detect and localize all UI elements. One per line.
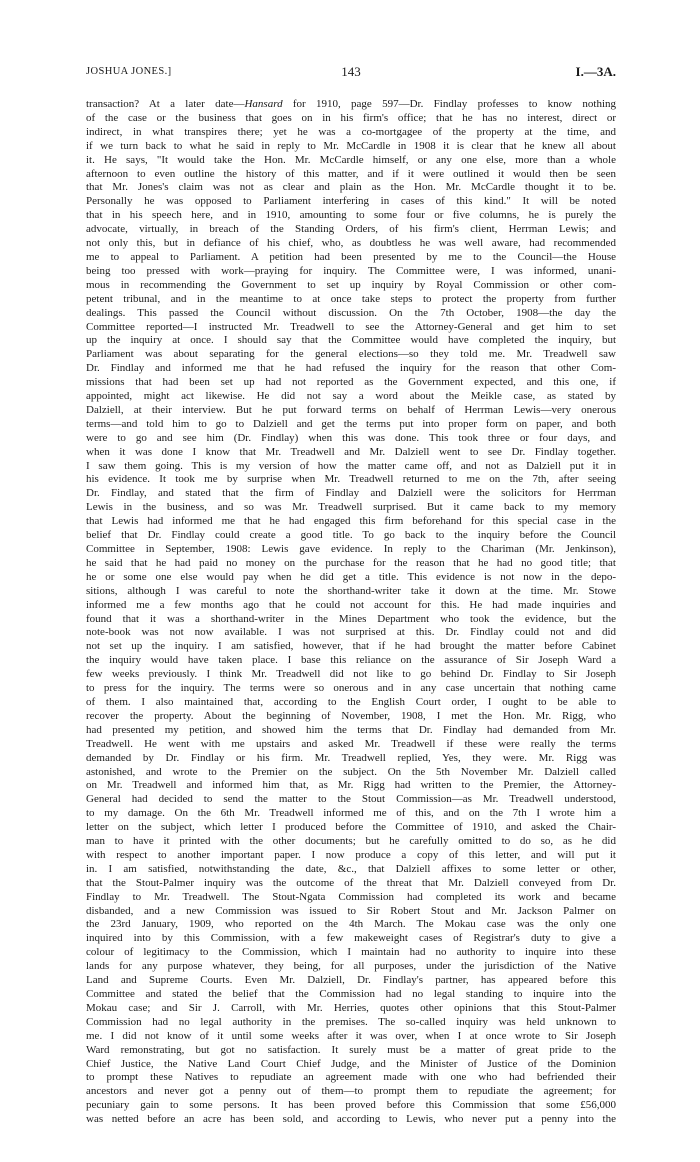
paper-reference: I.—3A. bbox=[575, 64, 616, 79]
text-line: he said that he had paid no money on the purchase for the reason that he had no good title; that bbox=[86, 556, 616, 569]
text-line: Dalziell, at their interview. But he put forward terms on behalf of Herrman Lewis—very onerous bbox=[86, 403, 616, 416]
text-line: on Mr. Treadwell and informed him that, as Mr. Rigg had written to the Premier, the Attorney- bbox=[86, 779, 616, 792]
text-line: I saw them going. This is my version of how the matter came off, and not as Dalziell put it in bbox=[86, 459, 616, 472]
text-line: sitions, although I was careful to note the shorthand-writer take it down at the time. Mr. Stowe bbox=[86, 584, 616, 597]
page-number: 143 bbox=[341, 64, 361, 79]
text-line: that the Stout-Palmer inquiry was the outcome of the threat that Mr. Dalziell conveyed from Dr. bbox=[86, 876, 616, 889]
text-line: demanded by Dr. Findlay or his firm. Mr. Treadwell replied, Yes, they were. Mr. Rigg was bbox=[86, 751, 616, 764]
text-line: ancestors and never got a penny out of them—to prompt them to repudiate the agreement; for bbox=[86, 1085, 616, 1098]
text-line: of the case or the business that goes on in his firm's office; that he has no interest, direct or bbox=[86, 111, 616, 124]
text-line: Land and Supreme Courts. Even Mr. Dalziell, Dr. Findlay's partner, has appeared before this bbox=[86, 974, 616, 987]
text-line: when it was done I know that Mr. Treadwell and Mr. Dalziell went to see Dr. Findlay together. bbox=[86, 445, 616, 458]
text-line: indirect, in what transpires there; yet he was a co-mortgagee of the property at the time, and bbox=[86, 125, 616, 138]
text-line: lands for any purpose whatever, they being, for all purposes, under the jurisdiction of the Native bbox=[86, 960, 616, 973]
text-line: Committee and stated the belief that the Commission had no legal standing to inquire into the bbox=[86, 988, 616, 1000]
text-line: transaction? At a later date—Hansard for 1910, page 597—Dr. Findlay professes to know nothing bbox=[86, 98, 616, 110]
text-line: that Mr. Jones's claim was not as clear and plain as the Hon. Mr. McCardle thought it to be. bbox=[86, 181, 616, 194]
text-line: Ward remonstrating, but got no satisfaction. It surely must be a matter of great pride to the bbox=[86, 1043, 616, 1056]
text-line: colour of legitimacy to the Commission, which I maintain had no authority to inquire into these bbox=[86, 946, 616, 959]
text-line: was netted before an acre has been sold, and according to Lewis, who never put a penny into the bbox=[86, 1113, 616, 1126]
text-line: pecuniary gain to some persons. It has been proved before this Commission that some £56,000 bbox=[86, 1099, 616, 1112]
text-line: of them. I also maintained that, according to the English Court order, I ought to be able to bbox=[86, 695, 616, 708]
text-line: his evidence. It took me by surprise when Mr. Treadwell returned to me on the 7th, after seeing bbox=[86, 473, 616, 486]
text-line: Mokau case; and Sir J. Carroll, with Mr. Herries, quotes other opinions that this Stout-Palmer bbox=[86, 1001, 616, 1014]
text-line: disbanded, and a new Commission was issued to Sir Robert Stout and Mr. Jackson Palmer on bbox=[86, 904, 616, 917]
text-line: not set up the inquiry. I am satisfied, however, that if he had brought the matter before Cabinet bbox=[86, 640, 616, 653]
text-line: dealings. This passed the Council without discussion. On the 7th October, 1908—the day the bbox=[86, 306, 616, 319]
text-line: letter on the subject, which letter I produced before the Committee of 1910, and asked the Chair- bbox=[86, 821, 616, 834]
text-line: afternoon to even outline the history of this matter, and if it were outlined it would then be seen bbox=[86, 167, 616, 180]
text-line: belief that Dr. Findlay could create a good title. To go back to the inquiry before the Council bbox=[86, 529, 616, 542]
text-line: Personally he was opposed to Parliament interfering in cases of this kind." It will be noted bbox=[86, 195, 616, 208]
text-line: in. I am satisfied, notwithstanding the date, &c., that Dalziell affixes to some letter or other, bbox=[86, 862, 616, 875]
hansard-italic: Hansard bbox=[244, 98, 283, 110]
text-line: Commission had no legal authority in the premises. The so-called inquiry was held unknown to bbox=[86, 1015, 616, 1028]
text-line: that in his speech here, and in 1910, amounting to some four or five columns, he is purely the bbox=[86, 209, 616, 222]
text-line: Committee reported—I instructed Mr. Treadwell to see the Attorney-General and get him to set bbox=[86, 320, 616, 333]
text-line: to press for the inquiry. The terms were so onerous and in any case uncertain that nothing came bbox=[86, 682, 616, 695]
text-line: to prompt these Natives to repudiate an agreement made with one who had befriended their bbox=[86, 1071, 616, 1084]
text-line: mous in recommending the Government to set up inquiry by Royal Commission or other com- bbox=[86, 278, 616, 291]
text-line: Treadwell. He went with me upstairs and asked Mr. Treadwell if these were really the terms bbox=[86, 737, 616, 750]
text-line: man to have it printed with the other documents; but he carefully omitted to do so, as he did bbox=[86, 835, 616, 848]
text-line: appointed, might act likewise. He did not say a word about the Meikle case, as stated by bbox=[86, 390, 616, 403]
text-line: not only this, but in defiance of his chief, who, as doubtless he was well aware, had recommended bbox=[86, 237, 616, 250]
text-line: to my damage. On the 6th Mr. Treadwell informed me of this, and on the 7th I wrote him a bbox=[86, 807, 616, 820]
text-line: inquired into by this Commission, with a few makeweight cases of Registrar's duty to give a bbox=[86, 932, 616, 945]
text-line: astonished, and wrote to the Premier on the subject. On the 5th November Mr. Dalziell called bbox=[86, 765, 616, 778]
text-line: Parliament was about separating for the general elections—so they told me. Mr. Treadwell saw bbox=[86, 348, 616, 361]
text-line: if we turn back to what he said in reply to Mr. McCardle in 1908 it is clear that he knew all about bbox=[86, 139, 616, 152]
text-line: Committee in September, 1908: Lewis gave evidence. In reply to the Chariman (Mr. Jenkinson), bbox=[86, 543, 616, 555]
text-line: me to appeal to Parliament. A petition had been presented by me to the Council—the House bbox=[86, 250, 616, 263]
text-line: Lewis in the business, and so was Mr. Treadwell surprised. But it came back to my memory bbox=[86, 501, 616, 514]
text-line: it. He says, "It would take the Hon. Mr. McCardle himself, or any one else, more than a whole bbox=[86, 153, 616, 166]
text-line: found that it was a shorthand-writer in the Mines Department who took the evidence, but the bbox=[86, 612, 616, 625]
text-line: up the inquiry at once. I should say that the Committee would have completed the inquiry, but bbox=[86, 334, 616, 347]
text-line: recover the property. About the beginning of November, 1908, I met the Hon. Mr. Rigg, who bbox=[86, 709, 616, 722]
text-line: were to go and see him (Dr. Findlay) when this was done. This took three or four days, and bbox=[86, 431, 616, 444]
text-line: Dr. Findlay and informed me that he had refused the inquiry for the reason that other Com- bbox=[86, 362, 616, 375]
body-text bbox=[86, 98, 616, 1127]
text-line: he or some one else would pay when he did get a title. This evidence is not now in the depo- bbox=[86, 570, 616, 583]
text-line: me. I did not know of it until some weeks after it was over, when I at once wrote to Sir Joseph bbox=[86, 1029, 616, 1042]
text-line: few weeks previously. I think Mr. Treadwell did not like to go behind Dr. Findlay to Sir Joseph bbox=[86, 668, 616, 681]
text-line: the 23rd January, 1909, who reported on the 4th March. The Mokau case was the only one bbox=[86, 918, 616, 931]
text-line: terms—and told him to go to Dalziell and get the terms put into proper form on paper, and both bbox=[86, 417, 616, 430]
text-line: note-book was not now available. I was not surprised at this. Dr. Findlay could not and did bbox=[86, 626, 616, 639]
text-line: informed me a few months ago that he could not account for this. He had made inquiries and bbox=[86, 598, 616, 611]
text-line: that Lewis had informed me that he had engaged this firm beforehand for this special case in the bbox=[86, 515, 616, 528]
text-line: Chief Justice, the Native Land Court Chief Judge, and the Minister of Justice of the Dominion bbox=[86, 1057, 616, 1070]
text-line: General had decided to send the matter to the Stout Commission—as Mr. Treadwell understood, bbox=[86, 793, 616, 806]
text-line: being too pressed with work—praying for inquiry. The Committee were, I was informed, unani- bbox=[86, 264, 616, 277]
text-line: Findlay to Mr. Treadwell. The Stout-Ngata Commission had completed its work and became bbox=[86, 890, 616, 903]
text-line: with respect to another important paper. I now produce a copy of this letter, and will put it bbox=[86, 848, 616, 861]
text-line: petent tribunal, and in the meantime to at once take steps to protect the property from further bbox=[86, 292, 616, 305]
text-line: advocate, virtually, in breach of the Standing Orders, of his firm's client, Herrman Lewis; and bbox=[86, 223, 616, 236]
running-head-author: JOSHUA JONES.] bbox=[86, 66, 172, 77]
text-line: had presented my petition, and showed him the terms that Dr. Findlay had demanded from Mr. bbox=[86, 723, 616, 736]
text-line: missions that had been set up had not reported as the Government expected, and this one, if bbox=[86, 376, 616, 389]
text-line: Dr. Findlay, and stated that the firm of Findlay and Dalziell were the solicitors for Herrman bbox=[86, 487, 616, 500]
text-line: the inquiry would have taken place. I base this reliance on the assurance of Sir Joseph Ward a bbox=[86, 654, 616, 667]
page-header bbox=[86, 64, 616, 84]
